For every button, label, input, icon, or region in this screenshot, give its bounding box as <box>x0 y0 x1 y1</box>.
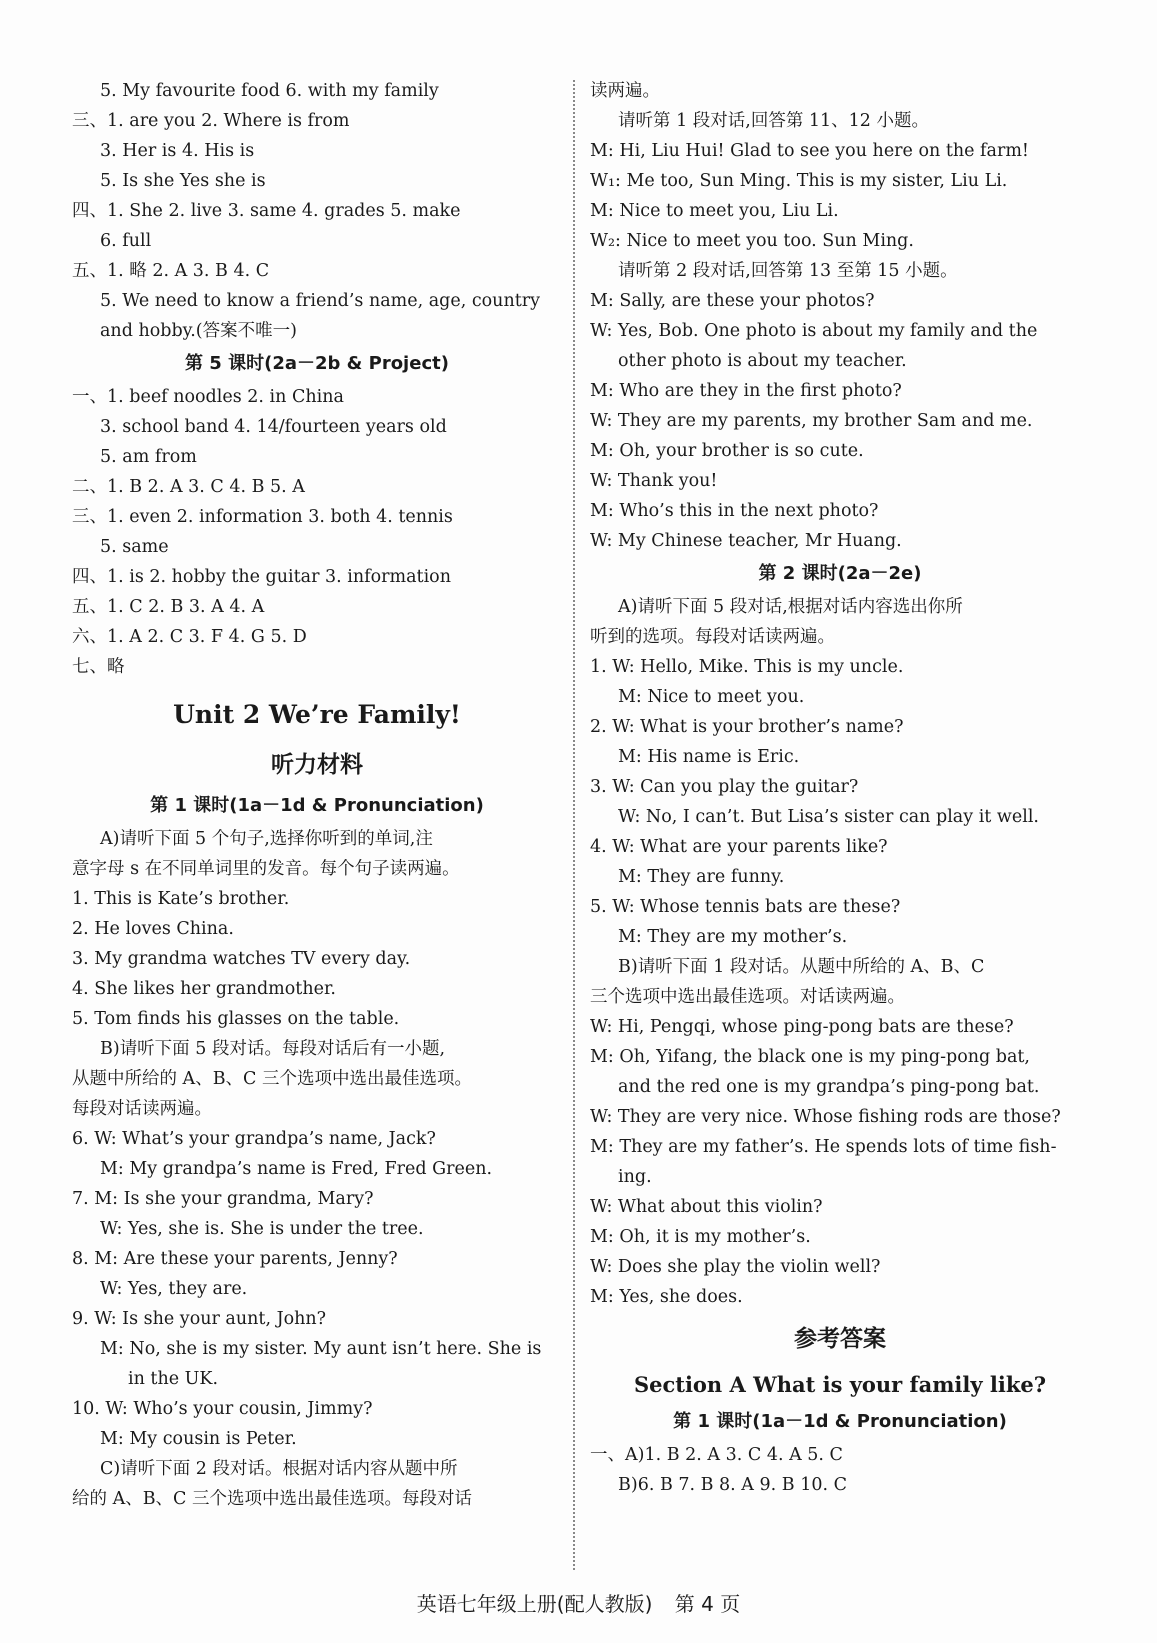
text-line: 2. W: What is your brother’s name? <box>590 717 904 737</box>
section-heading: 第 2 课时(2a－2e) <box>758 563 922 584</box>
text-line: 一、A)1. B 2. A 3. C 4. A 5. C <box>590 1445 843 1465</box>
text-line: M: My grandpa’s name is Fred, Fred Green. <box>100 1159 493 1179</box>
text-line: 8. M: Are these your parents, Jenny? <box>72 1249 398 1269</box>
text-line: 七、略 <box>72 657 125 677</box>
text-line: M: They are my mother’s. <box>618 927 848 947</box>
text-line: 一、1. beef noodles 2. in China <box>72 387 344 407</box>
text-line: and the red one is my grandpa’s ping-pong bat. <box>618 1077 1040 1097</box>
text-line: W: No, I can’t. But Lisa’s sister can play it well. <box>618 807 1039 827</box>
section-heading: Section A What is your family like? <box>633 1372 1047 1397</box>
text-line: W: Yes, they are. <box>100 1279 248 1299</box>
text-line: other photo is about my teacher. <box>618 351 907 371</box>
text-line: B)6. B 7. B 8. A 9. B 10. C <box>618 1475 847 1495</box>
text-line: 3. My grandma watches TV every day. <box>72 949 411 969</box>
text-line: 3. W: Can you play the guitar? <box>590 777 859 797</box>
right-column <box>590 76 1090 1500</box>
page-footer <box>0 1588 1157 1617</box>
text-line: M: Nice to meet you, Liu Li. <box>590 201 839 221</box>
text-line: M: Who’s this in the next photo? <box>590 501 879 521</box>
text-line: 5. My favourite food 6. with my family <box>100 81 439 101</box>
text-line: 请听第 1 段对话,回答第 11、12 小题。 <box>618 111 929 131</box>
text-line: M: Sally, are these your photos? <box>590 291 875 311</box>
text-line: 2. He loves China. <box>72 919 234 939</box>
text-line: M: Oh, your brother is so cute. <box>590 441 864 461</box>
text-line: 4. She likes her grandmother. <box>72 979 336 999</box>
text-line: 五、1. C 2. B 3. A 4. A <box>72 597 265 617</box>
section-heading: 第 1 课时(1a－1d & Pronunciation) <box>673 1411 1007 1432</box>
text-line: W₁: Me too, Sun Ming. This is my sister, Liu Li. <box>590 171 1008 191</box>
text-line: W₂: Nice to meet you too. Sun Ming. <box>590 231 914 251</box>
text-line: W: They are my parents, my brother Sam and me. <box>590 411 1033 431</box>
text-line: W: What about this violin? <box>590 1197 823 1217</box>
text-line: 三个选项中选出最佳选项。对话读两遍。 <box>590 987 905 1007</box>
text-line: W: Hi, Pengqi, whose ping-pong bats are these? <box>590 1017 1014 1037</box>
text-line: 10. W: Who’s your cousin, Jimmy? <box>72 1399 373 1419</box>
text-line: B)请听下面 1 段对话。从题中所给的 A、B、C <box>618 957 985 977</box>
text-line: 三、1. are you 2. Where is from <box>72 111 350 131</box>
text-line: 6. W: What’s your grandpa’s name, Jack? <box>72 1129 436 1149</box>
text-line: 四、1. She 2. live 3. same 4. grades 5. make <box>72 201 461 221</box>
text-line: 1. This is Kate’s brother. <box>72 889 290 909</box>
left-column <box>72 76 562 1514</box>
text-line: 二、1. B 2. A 3. C 4. B 5. A <box>72 477 305 497</box>
text-line: W: Thank you! <box>590 471 718 491</box>
text-line: 意字母 s 在不同单词里的发音。每个句子读两遍。 <box>72 859 460 879</box>
text-line: M: His name is Eric. <box>618 747 800 767</box>
text-line: 9. W: Is she your aunt, John? <box>72 1309 327 1329</box>
section-heading: 第 5 课时(2a－2b & Project) <box>185 353 449 374</box>
text-line: 请听第 2 段对话,回答第 13 至第 15 小题。 <box>618 261 958 281</box>
text-line: 4. W: What are your parents like? <box>590 837 888 857</box>
text-line: A)请听下面 5 段对话,根据对话内容选出你所 <box>618 597 963 617</box>
text-line: 1. W: Hello, Mike. This is my uncle. <box>590 657 904 677</box>
text-line: 四、1. is 2. hobby the guitar 3. information <box>72 567 451 587</box>
text-line: W: Does she play the violin well? <box>590 1257 881 1277</box>
text-line: M: Oh, it is my mother’s. <box>590 1227 811 1247</box>
text-line: 3. school band 4. 14/fourteen years old <box>100 417 447 437</box>
text-line: M: No, she is my sister. My aunt isn’t here. She is <box>100 1339 542 1359</box>
text-line: M: They are my father’s. He spends lots of time fish- <box>590 1137 1057 1157</box>
text-line: 5. We need to know a friend’s name, age, country <box>100 291 541 311</box>
section-heading: 参考答案 <box>794 1326 886 1352</box>
text-line: M: Oh, Yifang, the black one is my ping-pong bat, <box>590 1047 1030 1067</box>
text-line: 7. M: Is she your grandma, Mary? <box>72 1189 374 1209</box>
section-heading: Unit 2 We’re Family! <box>173 700 461 729</box>
text-line: M: Yes, she does. <box>590 1287 743 1307</box>
text-line: W: Yes, she is. She is under the tree. <box>100 1219 424 1239</box>
text-line: 从题中所给的 A、B、C 三个选项中选出最佳选项。 <box>72 1069 473 1089</box>
text-line: 5. am from <box>100 447 197 467</box>
text-line: 六、1. A 2. C 3. F 4. G 5. D <box>72 627 307 647</box>
text-line: 6. full <box>100 231 152 251</box>
text-line: W: My Chinese teacher, Mr Huang. <box>590 531 902 551</box>
section-heading: 听力材料 <box>271 752 363 778</box>
text-line: M: Nice to meet you. <box>618 687 805 707</box>
text-line: in the UK. <box>128 1369 219 1389</box>
footer-page-number: 第 4 页 <box>674 1592 741 1616</box>
text-line: W: Yes, Bob. One photo is about my family and the <box>590 321 1038 341</box>
text-line: M: My cousin is Peter. <box>100 1429 297 1449</box>
text-line: 5. same <box>100 537 169 557</box>
text-line: C)请听下面 2 段对话。根据对话内容从题中所 <box>100 1459 458 1479</box>
text-line: 给的 A、B、C 三个选项中选出最佳选项。每段对话 <box>72 1489 473 1509</box>
text-line: W: They are very nice. Whose fishing rods are those? <box>590 1107 1061 1127</box>
text-line: M: They are funny. <box>618 867 785 887</box>
footer-book-title: 英语七年级上册(配人教版) <box>416 1592 653 1616</box>
text-line: 3. Her is 4. His is <box>100 141 255 161</box>
text-line: A)请听下面 5 个句子,选择你听到的单词,注 <box>100 829 433 849</box>
text-line: 5. Tom finds his glasses on the table. <box>72 1009 400 1029</box>
text-line: M: Hi, Liu Hui! Glad to see you here on the farm! <box>590 141 1029 161</box>
text-line: and hobby.(答案不唯一) <box>100 321 297 341</box>
section-heading: 第 1 课时(1a－1d & Pronunciation) <box>150 795 484 816</box>
text-line: 五、1. 略 2. A 3. B 4. C <box>72 261 270 281</box>
text-line: 听到的选项。每段对话读两遍。 <box>590 627 835 647</box>
column-divider <box>573 80 575 1570</box>
text-line: 每段对话读两遍。 <box>72 1099 212 1119</box>
text-line: 三、1. even 2. information 3. both 4. tennis <box>72 507 453 527</box>
text-line: 5. W: Whose tennis bats are these? <box>590 897 901 917</box>
text-line: M: Who are they in the first photo? <box>590 381 902 401</box>
text-line: 5. Is she Yes she is <box>100 171 266 191</box>
text-line: ing. <box>618 1167 652 1187</box>
text-line: 读两遍。 <box>590 81 660 101</box>
text-line: B)请听下面 5 段对话。每段对话后有一小题, <box>100 1039 446 1059</box>
